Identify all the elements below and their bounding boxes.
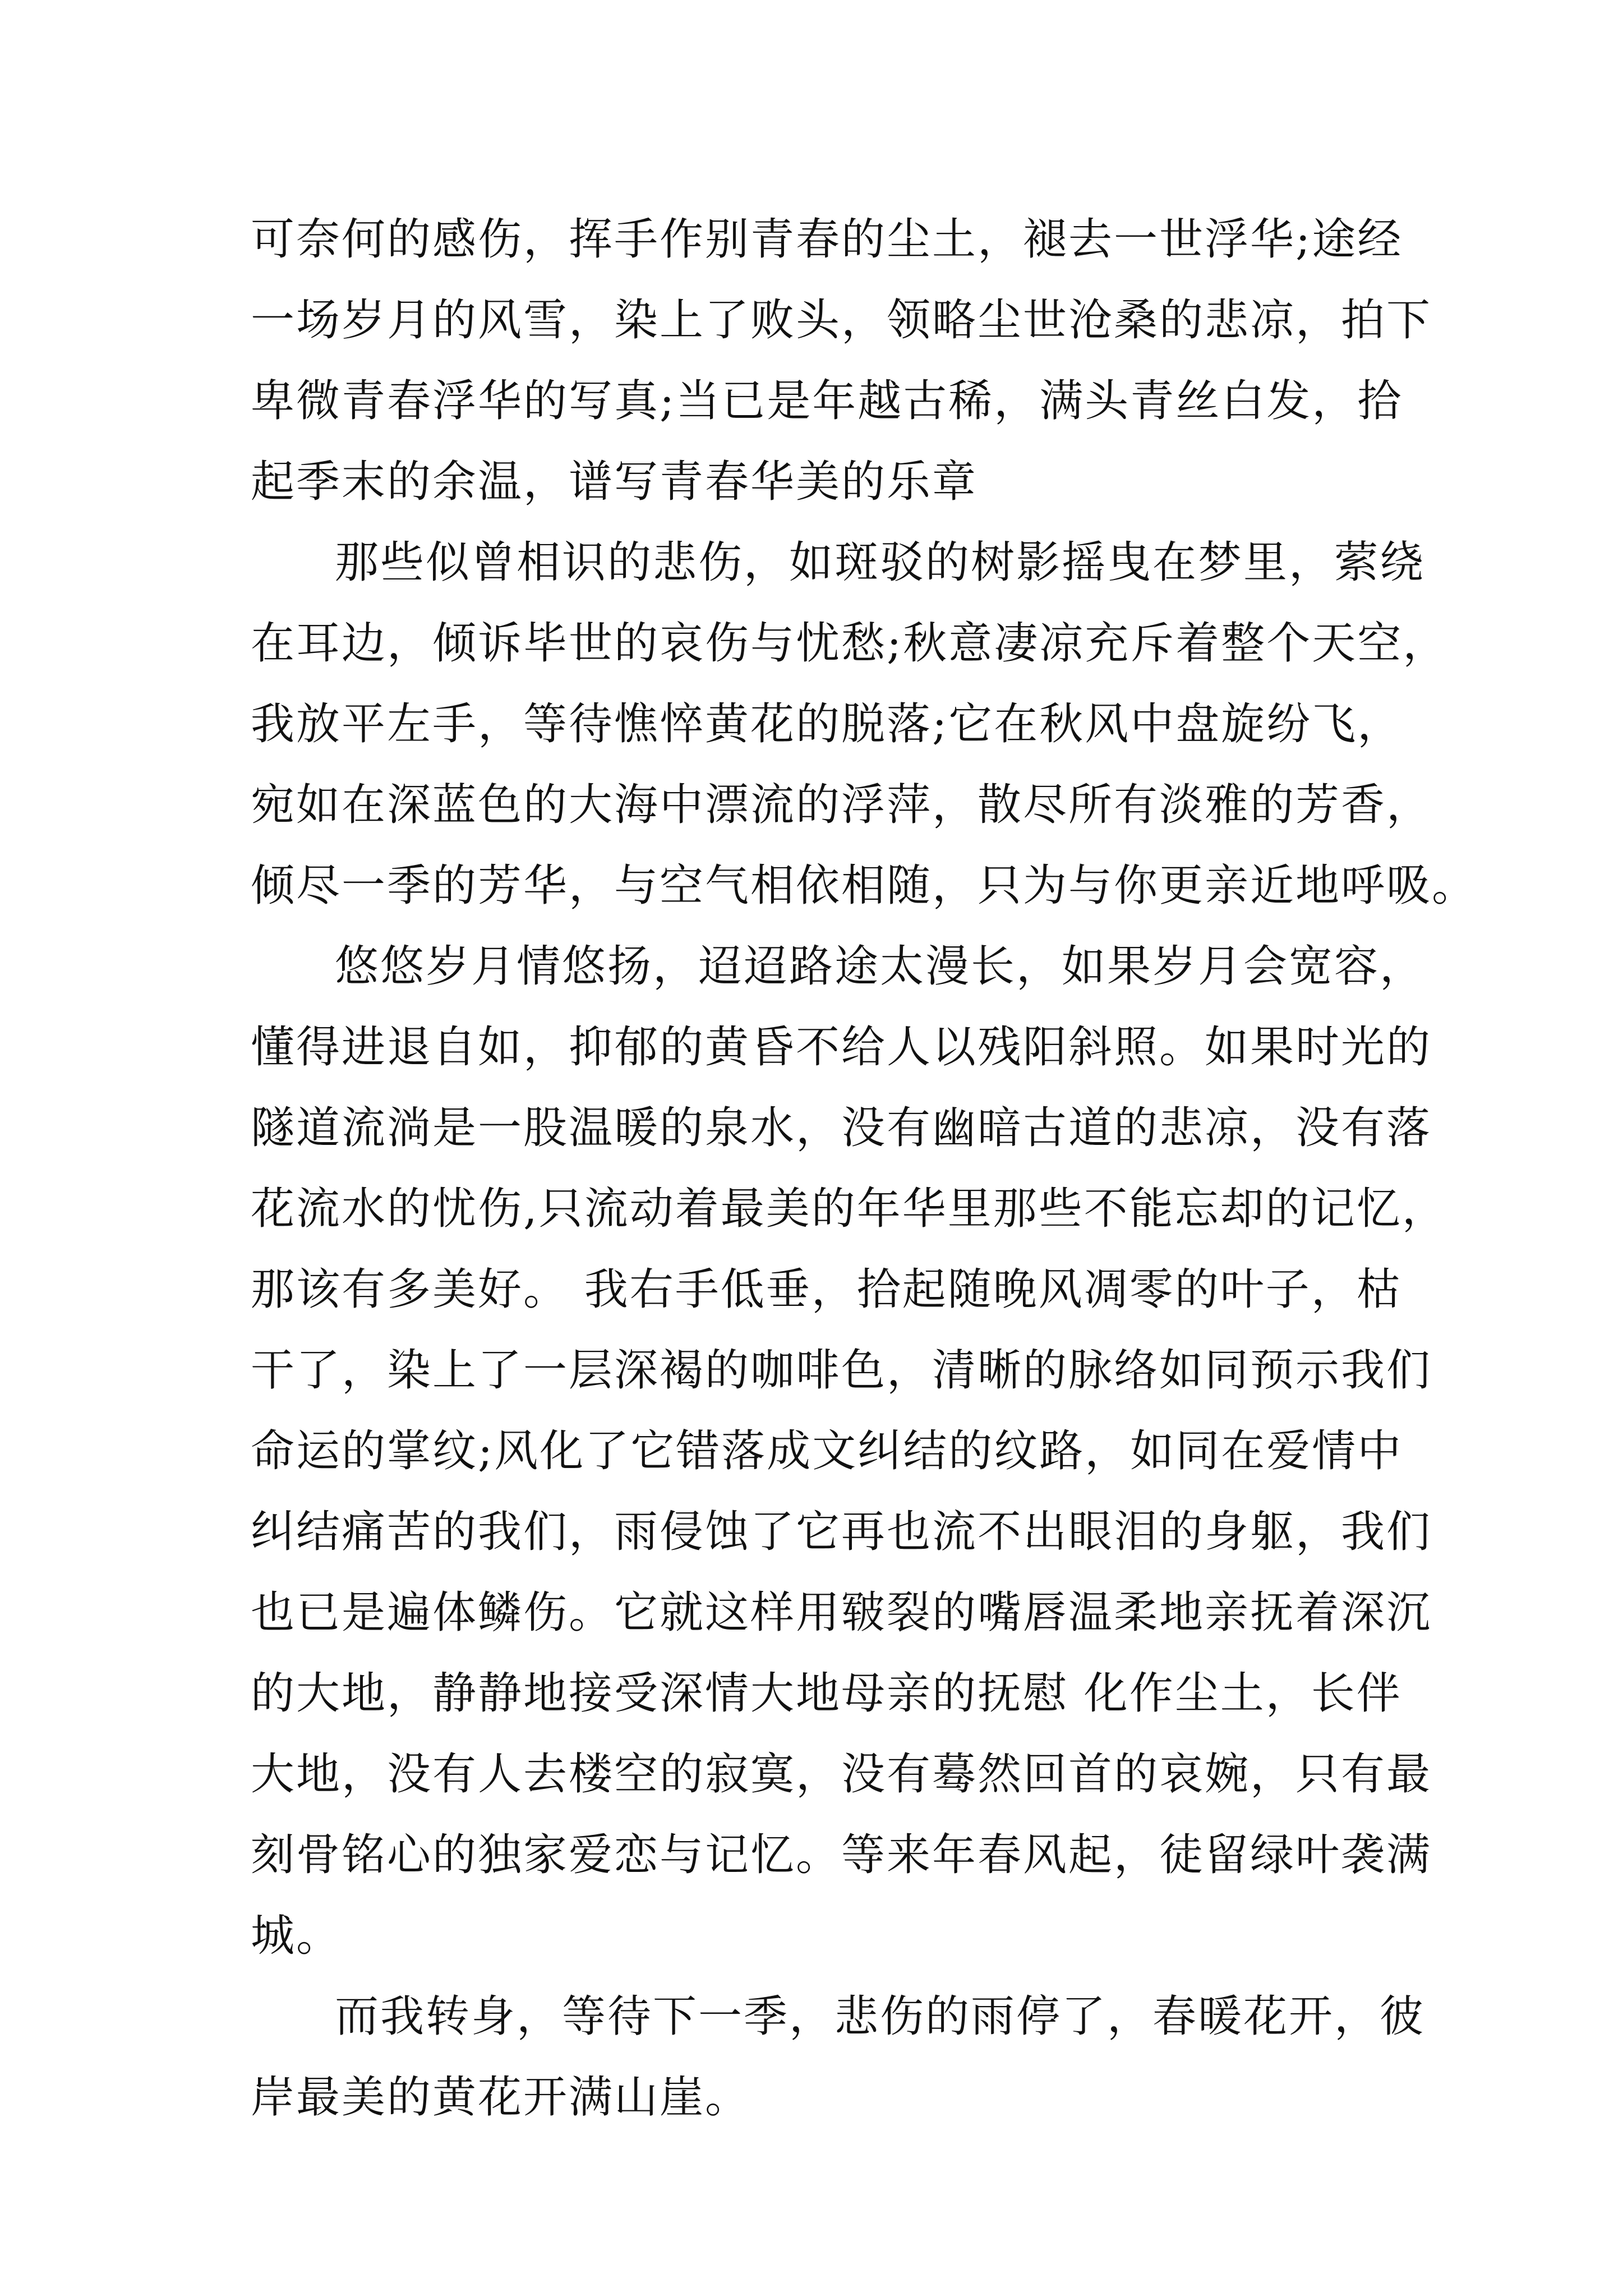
text-line: 刻骨铭心的独家爱恋与记忆。等来年春风起，徒留绿叶袭满: [251, 1830, 1432, 1880]
text-line: 的大地，静静地接受深情大地母亲的抚慰 化作尘土，长伴: [251, 1668, 1402, 1719]
text-line: 纠结痛苦的我们，雨侵蚀了它再也流不出眼泪的身躯，我们: [251, 1507, 1432, 1557]
text-line: 那些似曾相识的悲伤，如斑驳的树影摇曳在梦里，萦绕: [335, 537, 1426, 588]
text-line: 懂得进退自如，抑郁的黄昏不给人以残阳斜照。如果时光的: [251, 1022, 1432, 1073]
text-line: 城。: [251, 1911, 342, 1961]
text-line: 一场岁月的风雪，染上了败头，领略尘世沧桑的悲凉，拍下: [251, 295, 1432, 346]
text-line: 命运的掌纹;风化了它错落成文纠结的纹路，如同在爱情中: [251, 1426, 1403, 1476]
text-line: 隧道流淌是一股温暖的泉水，没有幽暗古道的悲凉，没有落: [251, 1103, 1432, 1153]
text-line: 干了，染上了一层深褐的咖啡色，清晰的脉络如同预示我们: [251, 1345, 1432, 1396]
text-line: 那该有多美好。 我右手低垂，拾起随晚风凋零的叶子，枯: [251, 1264, 1402, 1315]
text-line: 在耳边，倾诉毕世的哀伤与忧愁;秋意凄凉充斥着整个天空，: [251, 618, 1449, 669]
text-line: 悠悠岁月情悠扬，迢迢路途太漫长，如果岁月会宽容，: [335, 941, 1426, 992]
text-line: 我放平左手，等待憔悴黄花的脱落;它在秋风中盘旋纷飞，: [251, 699, 1403, 749]
text-line: 而我转身，等待下一季，悲伤的雨停了，春暖花开，彼: [335, 1991, 1426, 2042]
paragraph: [251, 199, 1432, 522]
text-line: 大地，没有人去楼空的寂寞，没有蓦然回首的哀婉，只有最: [251, 1749, 1432, 1800]
text-line: 花流水的忧伤,只流动着最美的年华里那些不能忘却的记忆，: [251, 1184, 1447, 1234]
body-text: [251, 199, 1478, 2138]
text-line: 也已是遍体鳞伤。它就这样用皲裂的嘴唇温柔地亲抚着深沉: [251, 1588, 1432, 1638]
paragraph: [251, 522, 1478, 926]
text-line: 卑微青春浮华的写真;当已是年越古稀，满头青丝白发，拾: [251, 376, 1403, 426]
text-line: 岸最美的黄花开满山崖。: [251, 2072, 751, 2123]
paragraph: [251, 1976, 1426, 2138]
text-line: 起季末的余温，谱写青春华美的乐章: [251, 457, 978, 507]
text-line: 可奈何的感伤，挥手作别青春的尘土，褪去一世浮华;途经: [251, 214, 1403, 265]
paragraph: [251, 926, 1447, 1976]
text-line: 倾尽一季的芳华，与空气相依相随，只为与你更亲近地呼吸。: [251, 861, 1478, 911]
text-line: 宛如在深蓝色的大海中漂流的浮萍，散尽所有淡雅的芳香，: [251, 780, 1432, 830]
